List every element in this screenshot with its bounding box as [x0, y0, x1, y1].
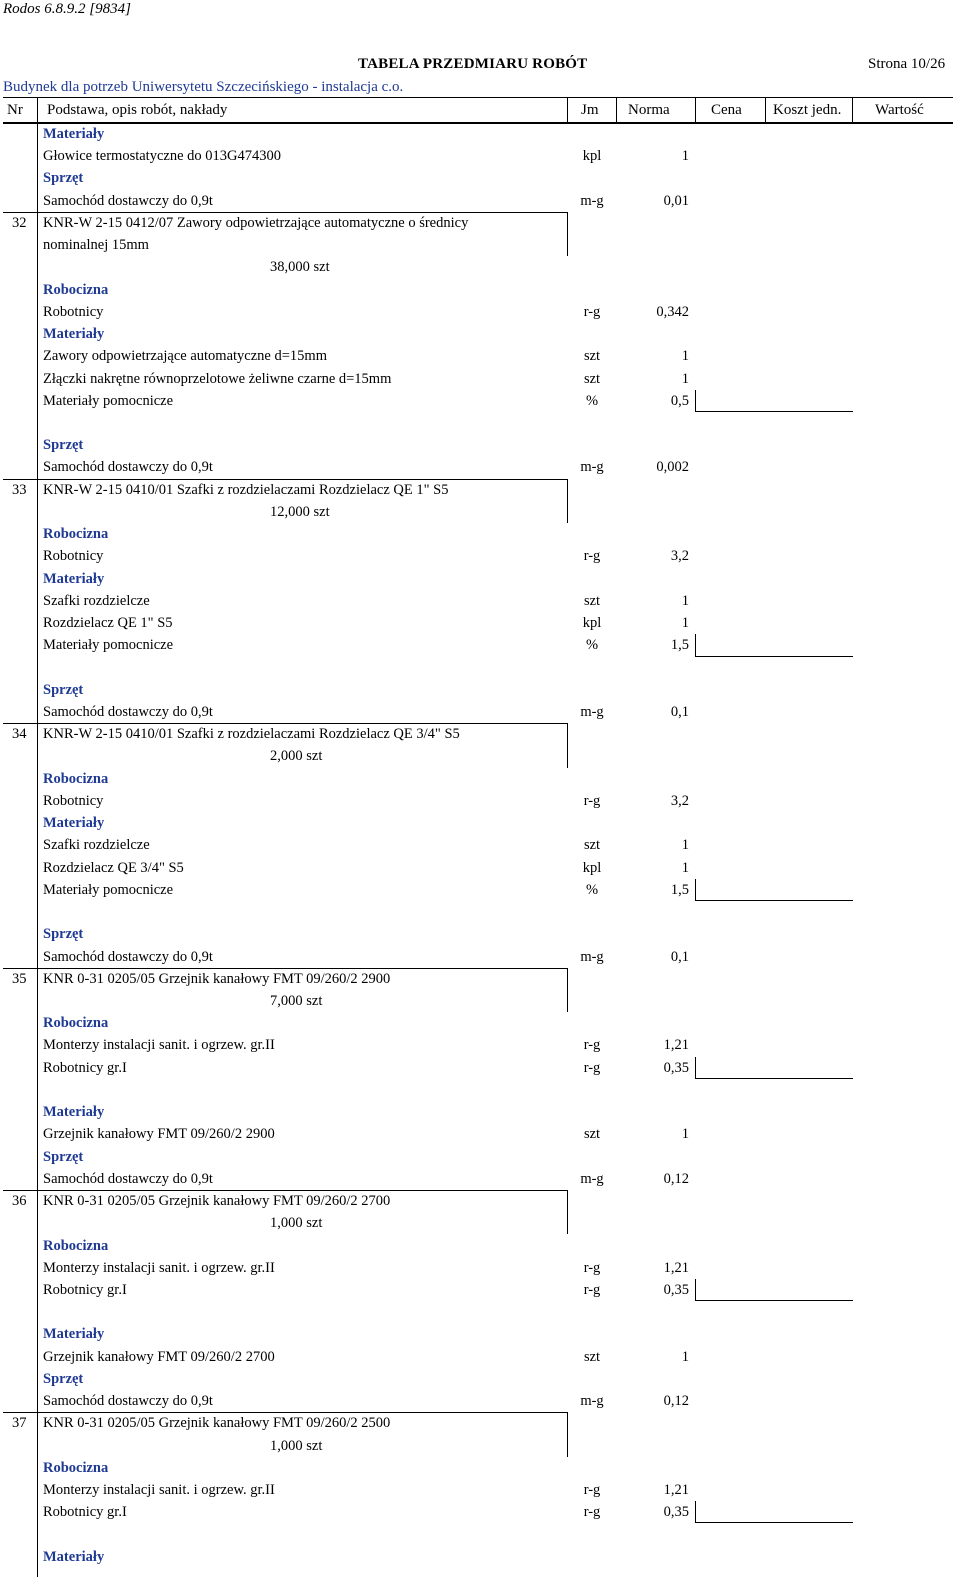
resource-unit: szt [583, 837, 601, 854]
page-number: Strona 10/26 [868, 56, 946, 72]
resource-name: Robotnicy gr.I [43, 1059, 127, 1076]
resource-unit: r-g [583, 1482, 601, 1499]
table-row [0, 1168, 960, 1190]
position-quantity: 38,000 szt [270, 259, 330, 276]
table-row [0, 634, 960, 656]
position-number: 33 [12, 481, 27, 498]
resource-norm: 1 [681, 1348, 689, 1365]
resource-name: Robotnicy [43, 792, 104, 809]
table-row [0, 1257, 960, 1279]
resource-name: Robotnicy gr.I [43, 1504, 127, 1521]
table-row [0, 279, 960, 301]
table-row [0, 1368, 960, 1390]
position-quantity: 12,000 szt [270, 503, 330, 520]
position-quantity: 2,000 szt [270, 748, 323, 765]
section-heading: Materiały [43, 326, 105, 343]
divider-wartosc [852, 97, 853, 123]
position-number: 34 [12, 726, 27, 743]
table-row [0, 145, 960, 167]
resource-unit: % [585, 881, 599, 898]
resource-unit: m-g [580, 1170, 604, 1187]
resource-unit: szt [583, 348, 601, 365]
divider-koszt [765, 97, 766, 123]
resource-unit: % [585, 392, 599, 409]
resource-unit: m-g [580, 703, 604, 720]
resource-norm: 1,21 [663, 1482, 689, 1499]
table-header [3, 97, 953, 124]
resource-unit: r-g [583, 1037, 601, 1054]
resource-norm: 1 [681, 370, 689, 387]
position-description: KNR 0-31 0205/05 Grzejnik kanałowy FMT 09/260/2 2900 [43, 970, 391, 987]
table-row [0, 1123, 960, 1145]
table-row [0, 545, 960, 567]
col-desc: Podstawa, opis robót, nakłady [47, 102, 228, 118]
resource-name: Samochód dostawczy do 0,9t [43, 703, 213, 720]
resource-norm: 1 [681, 837, 689, 854]
resource-norm: 0,12 [663, 1170, 689, 1187]
resource-unit: kpl [582, 859, 602, 876]
table-row [0, 301, 960, 323]
resource-name: Materiały pomocnicze [43, 881, 174, 898]
table-row [0, 368, 960, 390]
section-heading: Sprzęt [43, 681, 84, 698]
position-number: 36 [12, 1193, 27, 1210]
resource-name: Robotnicy [43, 548, 104, 565]
resource-name: Robotnicy gr.I [43, 1281, 127, 1298]
resource-unit: r-g [583, 1059, 601, 1076]
resource-name: Samochód dostawczy do 0,9t [43, 948, 213, 965]
resource-unit: kpl [582, 148, 602, 165]
position-number: 35 [12, 970, 27, 987]
section-heading: Materiały [43, 1326, 105, 1343]
section-heading: Materiały [43, 1548, 105, 1565]
table-row [0, 745, 960, 767]
resource-norm: 0,1 [670, 948, 689, 965]
divider-jm [567, 97, 568, 123]
table-row [0, 790, 960, 812]
table-row [0, 990, 960, 1012]
table-row [0, 1412, 960, 1434]
table-row [0, 1457, 960, 1479]
col-koszt: Koszt jedn. [773, 102, 842, 118]
resource-unit: m-g [580, 1393, 604, 1410]
section-heading: Materiały [43, 570, 105, 587]
table-row [0, 857, 960, 879]
position-number: 37 [12, 1415, 27, 1432]
resource-name: Monterzy instalacji sanit. i ogrzew. gr.II [43, 1259, 275, 1276]
resource-name: Monterzy instalacji sanit. i ogrzew. gr.II [43, 1482, 275, 1499]
section-heading: Robocizna [43, 770, 109, 787]
table-row [0, 212, 960, 234]
resource-name: Szafki rozdzielcze [43, 837, 150, 854]
table-row [0, 456, 960, 478]
table-row [0, 923, 960, 945]
resource-norm: 0,002 [656, 459, 689, 476]
resource-name: Grzejnik kanałowy FMT 09/260/2 2700 [43, 1348, 275, 1365]
resource-norm: 0,01 [663, 192, 689, 209]
section-heading: Robocizna [43, 526, 109, 543]
table-row [0, 1012, 960, 1034]
section-heading: Sprzęt [43, 926, 84, 943]
table-row [0, 590, 960, 612]
resource-norm: 0,5 [670, 392, 689, 409]
resource-norm: 1 [681, 348, 689, 365]
table-row [0, 501, 960, 523]
resource-norm: 0,35 [663, 1281, 689, 1298]
resource-name: Samochód dostawczy do 0,9t [43, 1170, 213, 1187]
table-row [0, 1101, 960, 1123]
resource-norm: 1 [681, 592, 689, 609]
table-row [0, 323, 960, 345]
section-heading: Materiały [43, 815, 105, 832]
position-quantity: 1,000 szt [270, 1215, 323, 1232]
section-heading: Robocizna [43, 1015, 109, 1032]
position-description: KNR 0-31 0205/05 Grzejnik kanałowy FMT 09/260/2 2700 [43, 1193, 391, 1210]
table-row [0, 679, 960, 701]
resource-name: Materiały pomocnicze [43, 392, 174, 409]
section-heading: Robocizna [43, 281, 109, 298]
resource-norm: 1,5 [670, 881, 689, 898]
position-description-cont: nominalnej 15mm [43, 237, 149, 254]
table-row [0, 123, 960, 145]
resource-norm: 0,1 [670, 703, 689, 720]
table-row [0, 946, 960, 968]
col-norma: Norma [628, 102, 670, 118]
table-row [0, 345, 960, 367]
table-row [0, 167, 960, 189]
resource-norm: 1 [681, 859, 689, 876]
resource-norm: 0,35 [663, 1504, 689, 1521]
divider-norma [616, 97, 617, 123]
table-row [0, 1479, 960, 1501]
table-row [0, 1501, 960, 1523]
resource-unit: m-g [580, 459, 604, 476]
resource-norm: 1 [681, 1126, 689, 1143]
table-top-rule [3, 122, 953, 123]
table-row [0, 1057, 960, 1079]
table-row [0, 834, 960, 856]
table-row [0, 1279, 960, 1301]
table-row [0, 568, 960, 590]
resource-unit: m-g [580, 192, 604, 209]
building-title: Budynek dla potrzeb Uniwersytetu Szczecińskiego - instalacja c.o. [3, 79, 404, 95]
position-quantity: 1,000 szt [270, 1437, 323, 1454]
table-row [0, 1323, 960, 1345]
table-row [0, 1146, 960, 1168]
resource-unit: r-g [583, 1504, 601, 1521]
program-label: Rodos 6.8.9.2 [9834] [3, 1, 131, 17]
resource-name: Samochód dostawczy do 0,9t [43, 1393, 213, 1410]
section-heading: Robocizna [43, 1237, 109, 1254]
table-row [0, 723, 960, 745]
resource-norm: 1 [681, 615, 689, 632]
resource-unit: r-g [583, 303, 601, 320]
resource-norm: 3,2 [670, 792, 689, 809]
resource-unit: % [585, 637, 599, 654]
resource-name: Materiały pomocnicze [43, 637, 174, 654]
col-cena: Cena [711, 102, 742, 118]
resource-norm: 1 [681, 148, 689, 165]
resource-unit: r-g [583, 548, 601, 565]
resource-name: Rozdzielacz QE 1" S5 [43, 615, 173, 632]
resource-unit: szt [583, 370, 601, 387]
table-row [0, 1212, 960, 1234]
resource-unit: r-g [583, 1259, 601, 1276]
resource-name: Samochód dostawczy do 0,9t [43, 459, 213, 476]
table-row [0, 434, 960, 456]
table-row [0, 612, 960, 634]
col-wartosc: Wartość [875, 102, 924, 118]
resource-name: Zawory odpowietrzające automatyczne d=15mm [43, 348, 327, 365]
resource-unit: m-g [580, 948, 604, 965]
table-row [0, 879, 960, 901]
section-heading: Sprzęt [43, 437, 84, 454]
col-nr: Nr [7, 102, 23, 118]
section-heading: Sprzęt [43, 1148, 84, 1165]
resource-name: Robotnicy [43, 303, 104, 320]
table-row [0, 190, 960, 212]
section-heading: Robocizna [43, 1459, 109, 1476]
position-quantity: 7,000 szt [270, 992, 323, 1009]
resource-name: Samochód dostawczy do 0,9t [43, 192, 213, 209]
resource-norm: 3,2 [670, 548, 689, 565]
resource-unit: r-g [583, 792, 601, 809]
section-heading: Materiały [43, 126, 105, 142]
section-heading: Sprzęt [43, 1370, 84, 1387]
resource-unit: szt [583, 1126, 601, 1143]
resource-name: Szafki rozdzielcze [43, 592, 150, 609]
resource-name: Grzejnik kanałowy FMT 09/260/2 2900 [43, 1126, 275, 1143]
table-row [0, 768, 960, 790]
resource-name: Złączki nakrętne równoprzelotowe żeliwne czarne d=15mm [43, 370, 392, 387]
table-row [0, 256, 960, 278]
table-row [0, 701, 960, 723]
resource-norm: 0,342 [656, 303, 689, 320]
position-description: KNR-W 2-15 0410/01 Szafki z rozdzielaczami Rozdzielacz QE 3/4" S5 [43, 726, 460, 743]
section-heading: Materiały [43, 1104, 105, 1121]
position-number: 32 [12, 214, 27, 231]
resource-norm: 0,35 [663, 1059, 689, 1076]
position-description: KNR-W 2-15 0412/07 Zawory odpowietrzające automatyczne o średnicy [43, 214, 469, 231]
table-row [0, 390, 960, 412]
table-row [0, 523, 960, 545]
resource-norm: 1,21 [663, 1037, 689, 1054]
position-description: KNR-W 2-15 0410/01 Szafki z rozdzielaczami Rozdzielacz QE 1" S5 [43, 481, 449, 498]
table-row [0, 812, 960, 834]
position-description: KNR 0-31 0205/05 Grzejnik kanałowy FMT 09/260/2 2500 [43, 1415, 391, 1432]
resource-norm: 1,21 [663, 1259, 689, 1276]
col-jm: Jm [581, 102, 599, 118]
page-title: TABELA PRZEDMIARU ROBÓT [358, 56, 588, 72]
resource-unit: kpl [582, 615, 602, 632]
resource-name: Rozdzielacz QE 3/4" S5 [43, 859, 184, 876]
resource-name: Głowice termostatyczne do 013G474300 [43, 148, 281, 165]
table-row [0, 968, 960, 990]
table-row [0, 1034, 960, 1056]
table-row [0, 1390, 960, 1412]
table-row [0, 234, 960, 256]
divider-cena [695, 97, 696, 123]
table-row [0, 1346, 960, 1368]
table-row [0, 1235, 960, 1257]
resource-norm: 0,12 [663, 1393, 689, 1410]
table-row [0, 1435, 960, 1457]
resource-unit: szt [583, 1348, 601, 1365]
table-row [0, 479, 960, 501]
table-row [0, 1190, 960, 1212]
resource-unit: szt [583, 592, 601, 609]
resource-norm: 1,5 [670, 637, 689, 654]
section-heading: Sprzęt [43, 170, 84, 187]
resource-name: Monterzy instalacji sanit. i ogrzew. gr.II [43, 1037, 275, 1054]
table-row [0, 1546, 960, 1568]
resource-unit: r-g [583, 1281, 601, 1298]
